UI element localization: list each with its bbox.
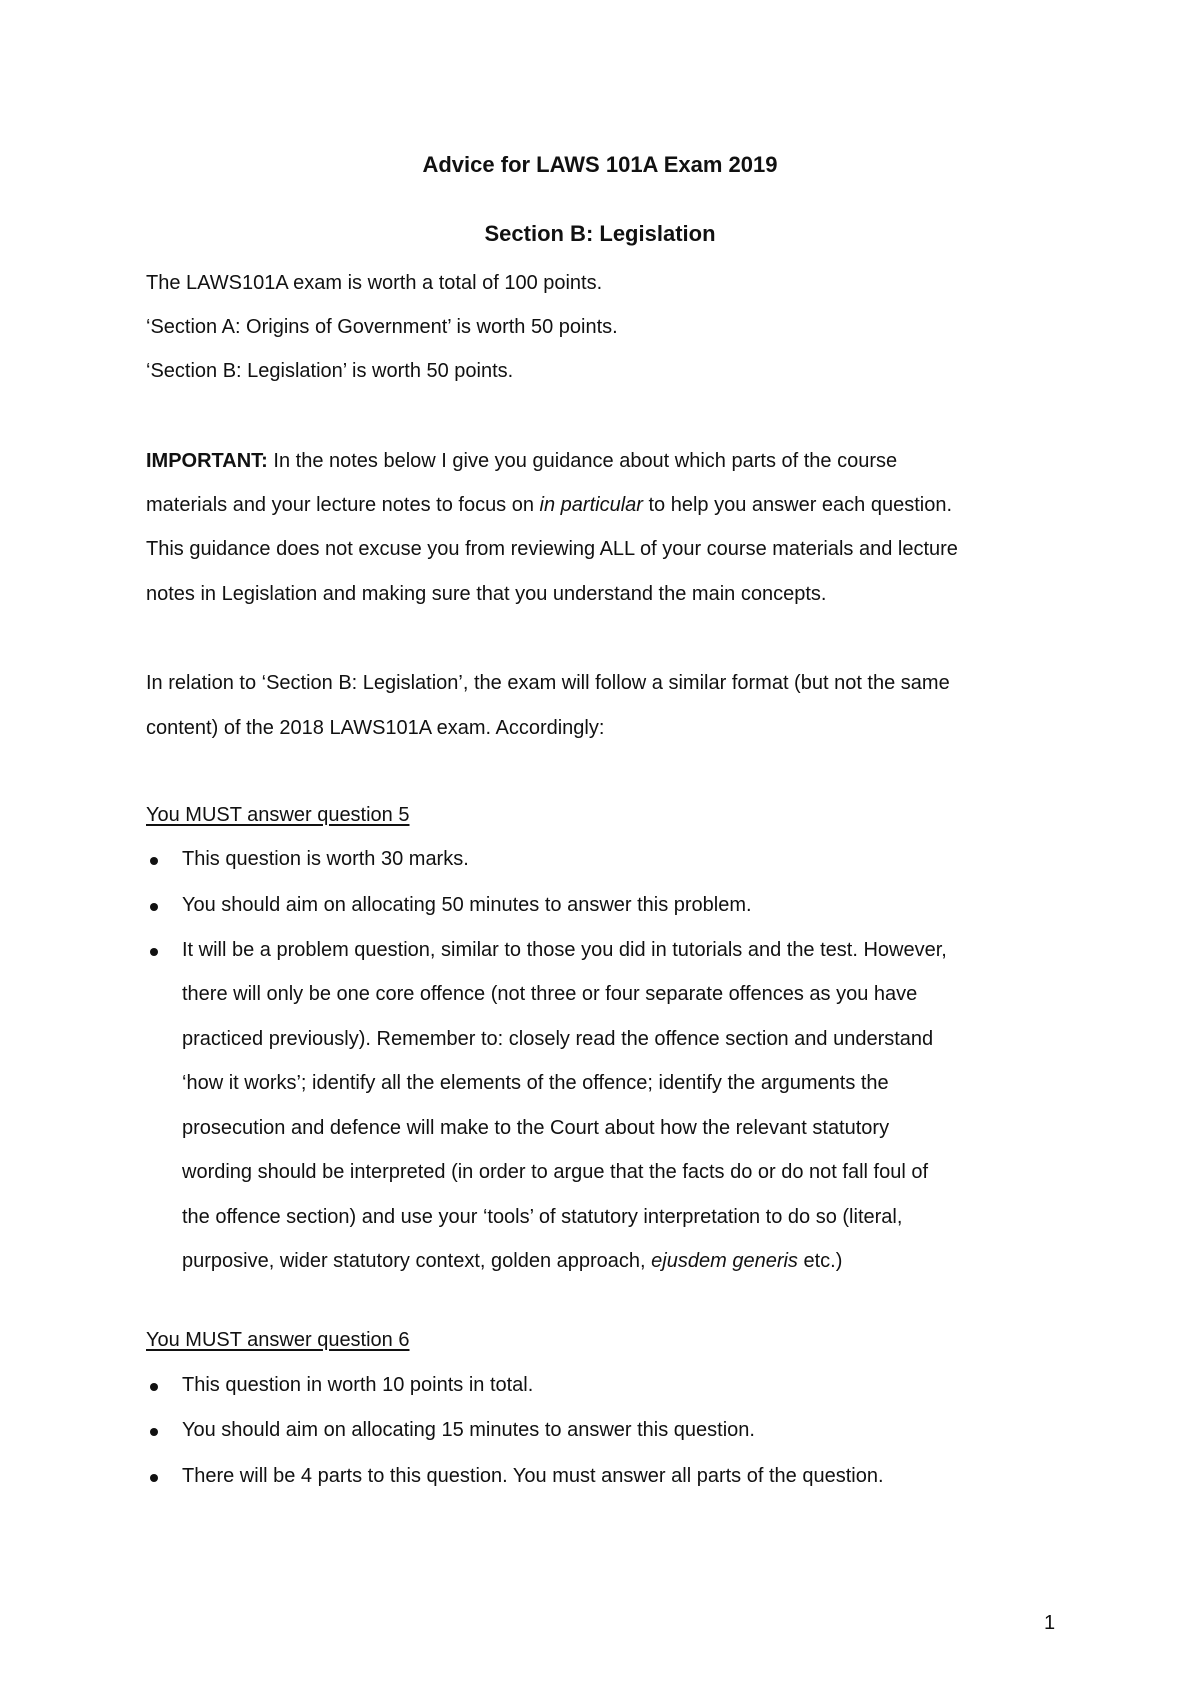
q5-bullet-2: You should aim on allocating 50 minutes to answer this problem. (182, 894, 752, 916)
q6-bullet-2: You should aim on allocating 15 minutes to answer this question. (182, 1419, 755, 1441)
relation-line-2: content) of the 2018 LAWS101A exam. Accordingly: (146, 717, 605, 739)
relation-line-1: In relation to ‘Section B: Legislation’, the exam will follow a similar format (but not the same (146, 672, 950, 694)
bullet-dot (150, 1428, 158, 1436)
q6-bullet-1: This question in worth 10 points in total. (182, 1374, 534, 1396)
bullet-dot (150, 1474, 158, 1482)
important-line-1 (146, 450, 897, 473)
important-line-4: notes in Legislation and making sure that you understand the main concepts. (146, 583, 827, 605)
important-line-1-text: In the notes below I give you guidance about which parts of the course (267, 450, 898, 472)
intro-line-total: The LAWS101A exam is worth a total of 100 points. (146, 272, 603, 294)
q5-bullet-3-line-6: wording should be interpreted (in order to argue that the facts do or do not fall foul of (182, 1161, 929, 1183)
q5-bullet-3-line-2: there will only be one core offence (not three or four separate offences as you have (182, 983, 918, 1005)
q5-bullet-3-line-8-before: purposive, wider statutory context, golden approach, (182, 1250, 652, 1272)
q5-bullet-3-line-8-italic: ejusdem generis (651, 1250, 798, 1272)
important-line-2-italic: in particular (539, 494, 643, 516)
q5-bullet-3-line-1: It will be a problem question, similar to those you did in tutorials and the test. However, (182, 939, 947, 961)
bullet-dot (150, 948, 158, 956)
important-line-2 (146, 494, 952, 517)
q5-bullet-3-line-7: the offence section) and use your ‘tools’ of statutory interpretation to do so (literal, (182, 1206, 903, 1228)
bullet-dot (150, 1383, 158, 1391)
q5-bullet-3-line-3: practiced previously). Remember to: closely read the offence section and understand (182, 1028, 934, 1050)
q5-bullet-3-line-8-after: etc.) (797, 1250, 843, 1272)
question-5-heading: You MUST answer question 5 (146, 804, 410, 826)
page-number: 1 (1044, 1612, 1056, 1634)
bullet-dot (150, 903, 158, 911)
q5-bullet-3-line-4: ‘how it works’; identify all the elements of the offence; identify the arguments the (182, 1072, 889, 1094)
intro-line-section-a: ‘Section A: Origins of Government’ is worth 50 points. (146, 316, 618, 338)
intro-line-section-b: ‘Section B: Legislation’ is worth 50 points. (146, 360, 514, 382)
q5-bullet-3-line-5: prosecution and defence will make to the Court about how the relevant statutory (182, 1117, 890, 1139)
important-line-3: This guidance does not excuse you from reviewing ALL of your course materials and lecture (146, 538, 958, 560)
important-line-2-before: materials and your lecture notes to focus on (146, 494, 540, 516)
important-label: IMPORTANT: (146, 450, 268, 472)
question-6-heading: You MUST answer question 6 (146, 1329, 410, 1351)
document-title: Advice for LAWS 101A Exam 2019 (422, 152, 778, 177)
bullet-dot (150, 857, 158, 865)
important-line-2-after: to help you answer each question. (642, 494, 953, 516)
q5-bullet-3-line-8 (182, 1250, 842, 1273)
section-subtitle: Section B: Legislation (484, 221, 716, 246)
q5-bullet-1: This question is worth 30 marks. (182, 848, 469, 870)
q6-bullet-3: There will be 4 parts to this question. You must answer all parts of the question. (182, 1465, 884, 1487)
